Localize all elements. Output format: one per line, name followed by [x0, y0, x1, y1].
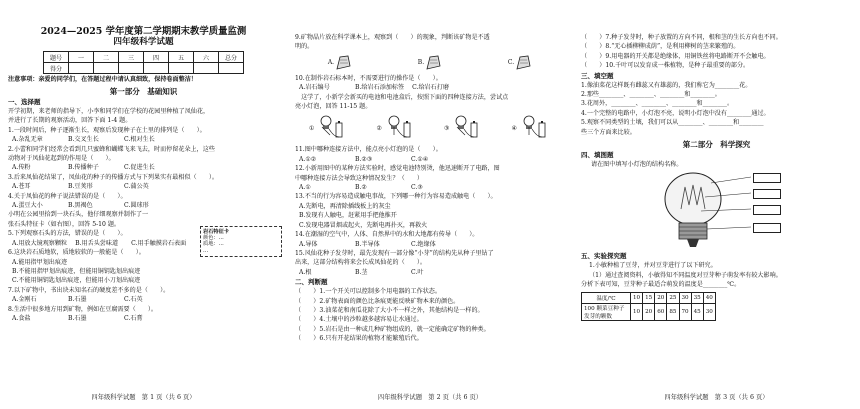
question-text: 小明在公园里拾到一块石头，他仔细观察并制作了一 — [8, 211, 149, 219]
score-cell[interactable] — [144, 63, 169, 74]
option[interactable]: A.用放大镜观察颗粒 — [12, 239, 68, 247]
bulb-circuit-icon — [517, 113, 551, 143]
question-text: 6.这块岩石质地软，质地较软的一般能是（ ）。 — [8, 249, 145, 257]
question-text: 7.以下矿物中，书出块未知名石的硬度差不多的是（ ）。 — [8, 286, 170, 294]
score-header-cell: 二 — [94, 52, 119, 63]
table-header: 温度/℃ — [582, 292, 631, 303]
fill-list — [581, 81, 852, 137]
question-text: 8.生活中很多地方用到矿物，例如在豆腐需要（ ）。 — [8, 305, 158, 313]
question-text: 张石头特征卡（如右图），回答 5-10 题。 — [8, 220, 121, 228]
mineral-option[interactable] — [508, 54, 532, 72]
intro-line: 并进行了长期的观察活动，回答下面 1-4 题。 — [8, 117, 132, 125]
judgement-item[interactable]: （ ）3.油菜花和南瓜花除了大小不一样之外，其他结构是一样的。 — [295, 306, 484, 314]
option-row — [8, 163, 279, 172]
bulb-diagram — [581, 169, 852, 251]
count-cell: 70 — [679, 303, 691, 320]
question-list — [8, 126, 279, 324]
question-text: 这学了，小新学会新买的电池和电池盒后，按照下面的四种连接方法，尝试点 — [295, 93, 509, 101]
score-cell[interactable] — [194, 63, 219, 74]
fill-item: 4.一个完整的电路中，小灯泡不亮，说明小灯泡中没有________通过。 — [581, 109, 770, 117]
judgement-item[interactable]: （ ）6.只有开花结果的植物才能繁殖后代。 — [295, 335, 423, 343]
question-text: 动物对于凤仙花起到的作用是（ ）。 — [8, 155, 115, 163]
judgement-list — [581, 33, 852, 71]
score-cell[interactable] — [219, 63, 244, 74]
circuit-label: ① — [309, 124, 315, 132]
option[interactable]: A.根 — [299, 268, 312, 276]
score-label-cell: 得分 — [44, 63, 69, 74]
count-cell: 30 — [703, 303, 715, 320]
experiment-question: （1）通过查阅资料，小敏得知不同温度对豆芽种子萌发率有较大影响。 — [589, 271, 782, 279]
option[interactable]: B.豆荚形 — [68, 183, 93, 191]
experiment-section-title: 五、实验探究题 — [581, 252, 627, 261]
score-cell[interactable] — [69, 63, 94, 74]
question-text: 5.下列观察石头的方法，错误的是（ ）。 — [8, 230, 127, 238]
option-row — [295, 155, 565, 164]
option[interactable]: A.岩石编号 — [299, 84, 330, 92]
circuit-diagram — [377, 113, 416, 143]
option[interactable]: C.石英 — [124, 296, 143, 304]
option-row — [8, 182, 279, 191]
option[interactable]: C.③ — [411, 184, 423, 192]
question-text: 9.矿物晶片放在科学课本上，观察到（ ）的现象，判断该矿物是不透 — [295, 34, 490, 41]
option[interactable]: A.① — [299, 184, 311, 192]
mineral-option[interactable] — [328, 54, 352, 72]
circuit-diagrams — [295, 113, 565, 143]
option[interactable]: B.茎 — [355, 268, 368, 276]
score-cell[interactable] — [119, 63, 144, 74]
option-row — [295, 183, 565, 192]
option[interactable]: B.黑褐色 — [68, 202, 93, 210]
option[interactable]: C.发现电器冒烟或起火，先断电再扑灭，再救火 — [299, 221, 428, 229]
option-row — [295, 240, 565, 249]
page-3 — [573, 0, 860, 409]
option[interactable]: A.导体 — [299, 240, 318, 248]
fill-item: 1.像油菜花这样既有雌蕊又有雄蕊的，我们称它为________花。 — [581, 81, 752, 89]
fill-item: 5.观察不同类型的土壤，我们可以从________、________和________ — [581, 119, 764, 127]
count-cell: 45 — [691, 303, 703, 320]
option-label: A. — [327, 59, 335, 67]
score-cell[interactable] — [169, 63, 194, 74]
option[interactable]: A.能用指甲划出痕迹 — [12, 258, 68, 266]
experiment-intro: 1.小敏种植了豆芽，并对豆芽进行了以下研究。 — [589, 262, 717, 270]
judgement-item[interactable]: （ ）8.“无心插柳柳成荫”，是利用柳树的茎来繁殖的。 — [581, 43, 740, 51]
temperature-cell: 10 — [631, 292, 643, 303]
answer-box[interactable] — [753, 223, 781, 233]
judgement-item[interactable]: （ ）5.岩石是由一种或几种矿物组成的，就一定能确定矿物的种类。 — [295, 325, 490, 333]
option-row — [8, 258, 279, 267]
option-row — [8, 135, 279, 144]
option[interactable]: B.半导体 — [355, 240, 380, 248]
question-text: 3.后来凤仙花结果了，凤仙花的种子的传播方式与下列果实有最相似（ ）。 — [8, 173, 218, 181]
option[interactable]: C.绝缘体 — [411, 240, 436, 248]
circuit-diagram — [309, 113, 348, 143]
option[interactable]: A.金刚石 — [12, 296, 37, 304]
temperature-cell: 15 — [643, 292, 655, 303]
option[interactable]: A.食盐 — [12, 314, 31, 322]
option-row — [295, 202, 565, 211]
option[interactable]: C.给岩石打磨 — [412, 84, 449, 92]
question-text: 10.在制作岩石标本时，不需要进行的操作是（ ）。 — [295, 74, 442, 82]
judgement-item[interactable]: （ ）7.种子发芽时，种子放置的方向不同，根和茎的生长方向也不同。 — [581, 34, 782, 41]
judgement-item[interactable]: （ ）2.矿物表面的颜色比条痕更能反映矿物本来的颜色。 — [295, 297, 460, 305]
option[interactable]: B.②③ — [355, 155, 373, 163]
option[interactable]: B.发现有人触电，赶紧用手把他推开 — [299, 212, 397, 220]
question-list — [295, 33, 565, 277]
count-cell: 20 — [643, 303, 655, 320]
option[interactable]: C.促进生长 — [124, 164, 155, 172]
rock-feature-card — [200, 226, 282, 257]
option[interactable]: A.①② — [299, 155, 317, 163]
temperature-cell: 25 — [667, 292, 679, 303]
option-row — [8, 295, 279, 304]
option[interactable]: B.石墨 — [68, 296, 87, 304]
mineral-chip-icon — [514, 54, 532, 72]
page-footer: 四年级科学试题 第 3 页（共 6 页） — [664, 394, 769, 401]
score-header-cell: 五 — [169, 52, 194, 63]
exam-title: 2024—2025 学年度第二学期期末教学质量监测 — [40, 26, 247, 37]
option[interactable]: A.传粉 — [12, 164, 31, 172]
mineral-option[interactable] — [418, 54, 442, 72]
table-row-label: 100 颗菜豆种子发芽的颗数 — [582, 303, 631, 320]
score-header-cell: 总分 — [219, 52, 244, 63]
fill-item: 3.花周外，________、________、________和________。 — [581, 100, 734, 108]
circuit-label: ③ — [444, 124, 450, 132]
score-header-cell: 题号 — [44, 52, 69, 63]
option[interactable]: B.用舌头尝味道 — [75, 239, 119, 247]
option[interactable]: C.叶 — [411, 268, 424, 276]
exam-subtitle: 四年级科学试题 — [113, 37, 174, 47]
intro-line: 开学初期，来老师的指导下，小李和同学们在学校的花园里种植了凤仙花， — [8, 108, 210, 115]
count-cell: 85 — [667, 303, 679, 320]
option[interactable]: C.圆球形 — [124, 202, 149, 210]
question-text: 13.不当的行为容易造成触电事故，下列哪一种行为容易造成触电（ ）。 — [295, 193, 497, 201]
judgement-item[interactable]: （ ）9.用电器的开关都是绝缘体，用铜铁丝将电路断开不会触电。 — [581, 52, 770, 60]
draw-section-title: 四、填图题 — [581, 151, 614, 160]
option-row — [8, 314, 279, 323]
page-2 — [287, 0, 573, 409]
score-table — [43, 51, 244, 74]
answer-box[interactable] — [753, 173, 781, 183]
question-text: 15.风仙花种子发芽时，最先发现有一部分像“小芽”的结构先从种子里钻了 — [295, 249, 494, 257]
option[interactable]: A.杂乱无章 — [12, 136, 43, 144]
fill-item: 2.那些________、________、________和________。 — [581, 91, 721, 99]
notice: 注意事项：亲爱的同学们，在答题过程中请认真细致，保持卷面整洁！ — [8, 76, 197, 83]
score-header-cell: 三 — [119, 52, 144, 63]
question-text: 4.关于凤仙花的种子说法错误的是（ ）。 — [8, 192, 127, 200]
option[interactable]: C.不能用铜钥匙划出痕迹，但能用小刀划出痕迹 — [12, 277, 141, 285]
draw-question: 请在图中填写小灯泡的结构名称。 — [591, 161, 683, 169]
option[interactable]: A.蛋豆大小 — [12, 202, 43, 210]
option[interactable]: B.② — [355, 184, 367, 192]
fill-section-title: 三、填空题 — [581, 71, 614, 80]
option-label: C. — [507, 59, 515, 67]
judgement-item[interactable]: （ ）10.千叶可以发育成一株植物，是种子最重要的部分。 — [581, 62, 750, 70]
fill-item: 些三个方面来比较。 — [581, 128, 636, 136]
circuit-diagram — [444, 113, 483, 143]
circuit-diagram — [512, 113, 551, 143]
question-text: 11.图中哪种连接方法中，能点亮小灯泡的是（ ）。 — [295, 146, 442, 154]
mineral-image-row — [295, 54, 565, 72]
score-cell[interactable] — [94, 63, 119, 74]
option[interactable]: C.蒲公英 — [124, 183, 149, 191]
option[interactable]: B.传播种子 — [68, 164, 99, 172]
mineral-chip-icon — [424, 54, 442, 72]
temperature-cell: 30 — [679, 292, 691, 303]
judgement-item[interactable]: （ ）4.土壤中的沙粒越多越容易让水通过。 — [295, 316, 423, 324]
temperature-cell: 20 — [655, 292, 667, 303]
card-line: 颜色：… — [203, 235, 224, 242]
section-title: 二、判断题 — [295, 278, 328, 287]
option[interactable]: C.石膏 — [124, 314, 143, 322]
score-header-cell: 一 — [69, 52, 94, 63]
option[interactable]: C.用手触摸岩石表面 — [131, 239, 187, 247]
page-footer: 四年级科学试题 第 2 页（共 6 页） — [377, 394, 483, 401]
experiment-question: 分析下表可知，豆芽种子最适合萌发的温度是________℃。 — [581, 281, 741, 289]
option[interactable]: B.石墨 — [68, 314, 87, 322]
mineral-chip-icon — [334, 54, 352, 72]
bulb-circuit-icon — [314, 113, 348, 143]
bulb-circuit-icon — [382, 113, 416, 143]
circuit-label: ② — [376, 124, 382, 132]
bulb-circuit-icon — [449, 113, 483, 143]
count-cell: 60 — [655, 303, 667, 320]
question-text: 中哪种连接方法会导致这种情况发生？（ ） — [295, 174, 423, 182]
option-row — [295, 83, 565, 92]
option[interactable]: B.不能用指甲划出痕迹，但能用铜钥匙划出痕迹 — [12, 267, 141, 275]
temperature-cell: 35 — [691, 292, 703, 303]
option-row — [8, 201, 279, 210]
question-text: 明的。 — [295, 43, 314, 51]
question-text: 12.小新用图中的某种方法实验时，感觉电池特别烫，他迅速断开了电路，图 — [295, 165, 500, 173]
question-text: 亮小灯泡，回答 11-15 题。 — [295, 103, 372, 111]
card-title: 岩石特征卡 — [203, 229, 229, 235]
card-line: … — [203, 247, 209, 254]
option-row — [295, 268, 565, 277]
circuit-label: ④ — [511, 124, 517, 132]
question-text: 出来，这部分结构将来会长成凤仙花的（ ）。 — [295, 259, 427, 267]
answer-box[interactable] — [753, 205, 781, 215]
part-title: 第二部分 科学探究 — [682, 140, 751, 150]
score-header-cell: 四 — [144, 52, 169, 63]
answer-box[interactable] — [753, 189, 781, 199]
option-label: B. — [417, 59, 425, 67]
option[interactable]: A.先断电，再清除插线板上的灰尘 — [299, 202, 391, 210]
card-line: 质地：… — [203, 241, 224, 248]
judgement-item[interactable]: （ ）1.一个开关可以控制多个用电器的工作状态。 — [295, 288, 441, 296]
option[interactable]: B.交叉生长 — [68, 136, 99, 144]
temperature-cell: 40 — [703, 292, 715, 303]
section-title: 一、选择题 — [8, 98, 41, 106]
option[interactable]: C.①④ — [411, 155, 429, 163]
option[interactable]: A.苍耳 — [12, 183, 31, 191]
option[interactable]: C.根对生长 — [124, 136, 155, 144]
question-text: 2.小蕾和同学们经常会看到几只蜜蜂和蝴蝶飞来飞去，时而停留花朵上，这些 — [8, 145, 215, 153]
page-footer: 四年级科学试题 第 1 页（共 6 页） — [91, 394, 196, 401]
score-header-cell: 六 — [194, 52, 219, 63]
count-cell: 10 — [631, 303, 643, 320]
germination-table — [581, 292, 716, 321]
judgement-list — [295, 287, 565, 343]
part-title: 第一部分 基础知识 — [109, 87, 178, 96]
option[interactable]: B.给岩石添加标签 — [355, 84, 405, 92]
question-text: 14.在潮湿的空气中，人体、自然界中的水和大地都有传导（ ）。 — [295, 231, 479, 239]
question-text: 1.一段时间后，种子逐渐生长，观察后发现种子在土里的排列是（ ）。 — [8, 126, 206, 134]
page-1 — [0, 0, 287, 409]
